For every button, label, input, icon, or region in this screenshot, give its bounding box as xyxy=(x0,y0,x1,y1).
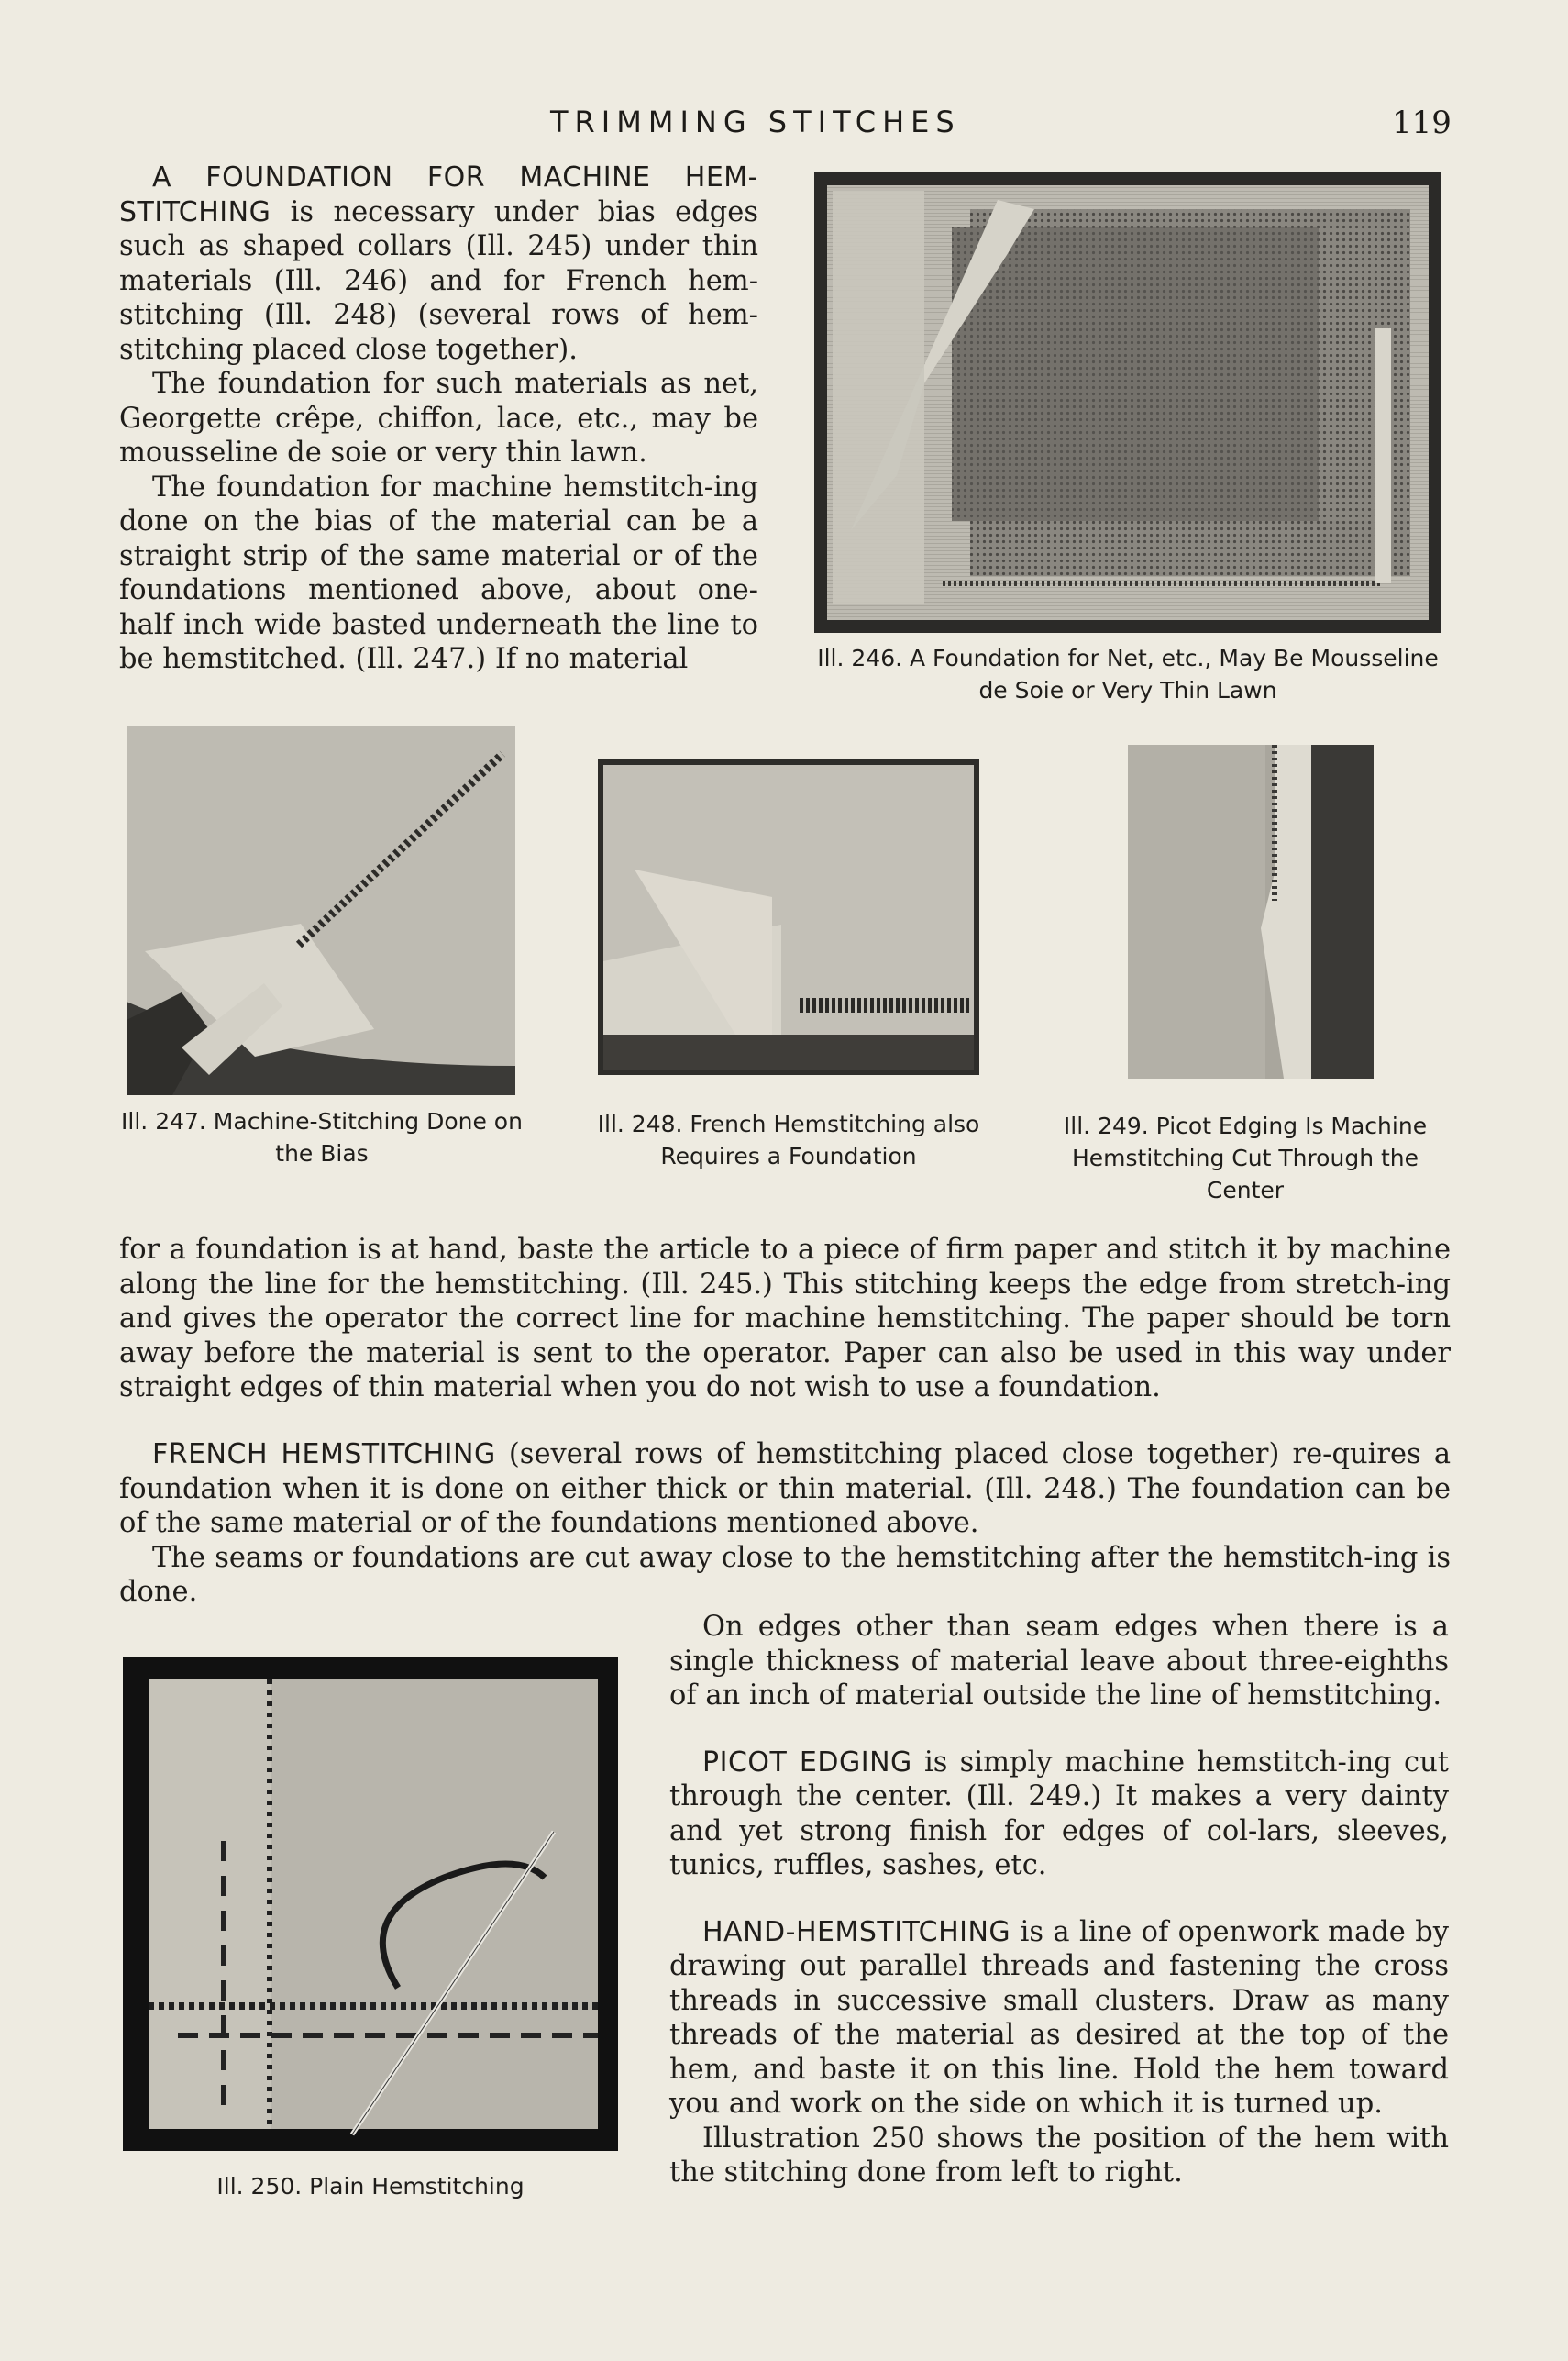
section-heading-picot: PICOT EDGING xyxy=(702,1746,912,1779)
french-paragraph-1: FRENCH HEMSTITCHING (several rows of hemstitching placed close together) re-quires a foundation when it is done on either thick or thin material. (Ill. 248.) The foundation can be of the same material or of the foundations mentioned above. xyxy=(119,1438,1452,1539)
illustration-247-photo xyxy=(127,726,515,1095)
picot-paragraph: PICOT EDGING is simply machine hemstitch-ing cut through the center. (Ill. 249.) It makes a very dainty and yet strong finish for edges of col-lars, sleeves, tunics, ruffles, sashes, etc. xyxy=(669,1746,1450,1881)
illustration-249-photo xyxy=(1128,745,1374,1079)
section-heading-hand: HAND-HEMSTITCHING xyxy=(702,1915,1011,1948)
section-heading-foundation: A FOUNDATION FOR MACHINE HEM-STITCHING xyxy=(119,161,758,228)
section-heading-french: FRENCH HEMSTITCHING xyxy=(152,1438,496,1470)
caption-ill-246: Ill. 246. A Foundation for Net, etc., May Be Mousseline de Soie or Very Thin Lawn xyxy=(817,645,1439,704)
intro-paragraph-3: The foundation for machine hemstitch-ing done on the bias of the material can be a straight strip of the same material or of the foundations mentioned above, about one-half inch wide basted underneath the line to be hemstitched. (Ill. 247.) If no material xyxy=(119,471,758,675)
illustration-250-photo xyxy=(123,1657,618,2151)
caption-ill-250: Ill. 250. Plain Hemstitching xyxy=(216,2173,525,2200)
caption-ill-248: Ill. 248. French Hemstitching also Requires a Foundation xyxy=(597,1111,980,1169)
running-title: TRIMMING STITCHES xyxy=(550,105,961,139)
page-number: 119 xyxy=(1392,105,1452,141)
french-section xyxy=(119,1437,1451,1610)
illustration-246-photo xyxy=(814,172,1441,633)
illustration-248-photo xyxy=(598,759,979,1075)
intro-paragraph-1: A FOUNDATION FOR MACHINE HEM-STITCHING is necessary under bias edges such as shaped collars (Ill. 245) under thin materials (Ill. 246) and for French hem-stitching (Ill. 248) (several rows of hem-stitching placed close together). xyxy=(119,161,758,366)
hand-hemstitching-paragraph: HAND-HEMSTITCHING is a line of openwork made by drawing out parallel threads and fastening the cross threads in successive small clusters. Draw as many threads of the material as desired at the top of the hem, and baste it on this line. Hold the hem toward you and work on the side on which it is turned up. xyxy=(669,1915,1449,2120)
ill-250-reference-paragraph: Illustration 250 shows the position of the hem with the stitching done from left to right. xyxy=(669,2122,1449,2189)
intro-paragraph-2: The foundation for such materials as net, Georgette crêpe, chiffon, lace, etc., may be mousseline de soie or very thin lawn. xyxy=(119,368,758,469)
intro-column xyxy=(119,161,758,677)
running-header xyxy=(0,105,1568,150)
caption-ill-249: Ill. 249. Picot Edging Is Machine Hemstitching Cut Through the Center xyxy=(1063,1113,1428,1203)
french-paragraph-2: The seams or foundations are cut away close to the hemstitching after the hemstitch-ing is done. xyxy=(119,1541,1451,1608)
edges-paragraph: On edges other than seam edges when there is a single thickness of material leave about three-eighths of an inch of material outside the line of hemstitching. xyxy=(669,1611,1449,1712)
right-column xyxy=(669,1610,1449,2190)
caption-ill-247: Ill. 247. Machine-Stitching Done on the Bias xyxy=(121,1108,523,1167)
continuation-paragraph: for a foundation is at hand, baste the article to a piece of firm paper and stitch it by machine along the line for the hemstitching. (Ill. 245.) This stitching keeps the edge from stretch-ing and gives the operator the correct line for machine hemstitching. The paper should be torn away before the material is sent to the operator. Paper can also be used in this way under straight edges of thin material when you do not wish to use a foundation. xyxy=(119,1234,1451,1403)
